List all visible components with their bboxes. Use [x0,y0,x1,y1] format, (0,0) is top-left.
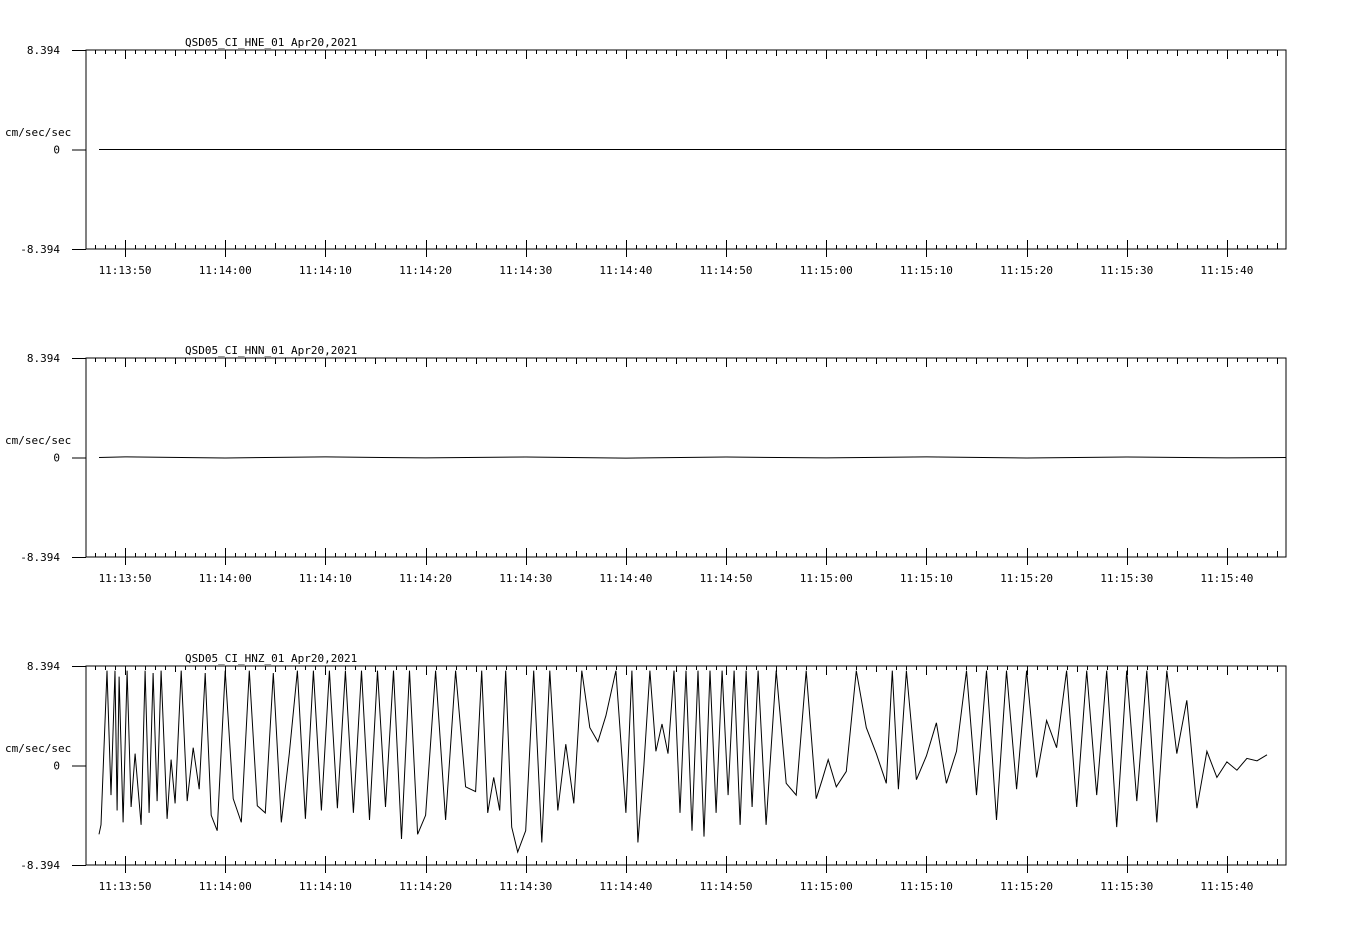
y-axis-label: cm/sec/sec [5,434,72,447]
x-tick-label: 11:14:30 [499,572,553,585]
x-tick-label: 11:14:40 [599,572,653,585]
x-tick-label: 11:15:20 [1000,880,1054,893]
panel-title: QSD05_CI_HNN_01 Apr20,2021 [185,344,358,357]
x-tick-label: 11:14:50 [699,572,753,585]
x-tick-label: 11:14:30 [499,880,553,893]
y-axis-label: cm/sec/sec [5,742,72,755]
x-tick-label: 11:14:20 [399,880,453,893]
x-tick-label: 11:13:50 [98,572,152,585]
x-tick-label: 11:15:00 [799,572,853,585]
x-tick-label: 11:13:50 [98,880,152,893]
y-tick-label: 8.394 [26,44,60,57]
x-tick-label: 11:15:00 [799,880,853,893]
x-tick-label: 11:14:20 [399,264,453,277]
y-tick-label: 0 [53,759,60,773]
seismogram-panel-3 [5,652,1286,893]
y-tick-label: -8.394 [20,243,60,256]
x-tick-label: 11:14:40 [599,264,653,277]
x-tick-label: 11:15:10 [899,264,953,277]
x-tick-label: 11:14:10 [298,572,352,585]
x-tick-label: 11:15:00 [799,264,853,277]
x-tick-label: 11:15:10 [899,572,953,585]
x-tick-label: 11:15:40 [1200,264,1254,277]
x-tick-label: 11:15:40 [1200,880,1254,893]
seismogram-panel-1 [5,36,1286,277]
x-tick-label: 11:13:50 [98,264,152,277]
y-tick-label: 0 [53,143,60,157]
y-tick-label: 8.394 [26,660,60,673]
x-tick-label: 11:14:00 [198,880,252,893]
x-tick-label: 11:15:40 [1200,572,1254,585]
x-tick-label: 11:14:20 [399,572,453,585]
x-tick-label: 11:14:00 [198,264,252,277]
x-tick-label: 11:15:30 [1100,880,1154,893]
x-tick-label: 11:15:20 [1000,264,1054,277]
x-tick-label: 11:14:10 [298,880,352,893]
waveform-trace [99,457,1286,458]
x-tick-label: 11:15:20 [1000,572,1054,585]
waveform-trace [99,671,1267,852]
y-axis-label: cm/sec/sec [5,126,72,139]
x-tick-label: 11:14:30 [499,264,553,277]
x-tick-label: 11:15:30 [1100,264,1154,277]
panel-title: QSD05_CI_HNZ_01 Apr20,2021 [185,652,358,665]
x-tick-label: 11:14:10 [298,264,352,277]
x-tick-label: 11:15:10 [899,880,953,893]
seismogram-panel-2 [5,344,1286,585]
y-tick-label: 0 [53,451,60,465]
y-tick-label: -8.394 [20,859,60,872]
plot-frame [86,666,1286,865]
y-tick-label: 8.394 [26,352,60,365]
panel-title: QSD05_CI_HNE_01 Apr20,2021 [185,36,358,49]
x-tick-label: 11:14:50 [699,264,753,277]
x-tick-label: 11:15:30 [1100,572,1154,585]
x-tick-label: 11:14:40 [599,880,653,893]
x-tick-label: 11:14:00 [198,572,252,585]
y-tick-label: -8.394 [20,551,60,564]
x-tick-label: 11:14:50 [699,880,753,893]
